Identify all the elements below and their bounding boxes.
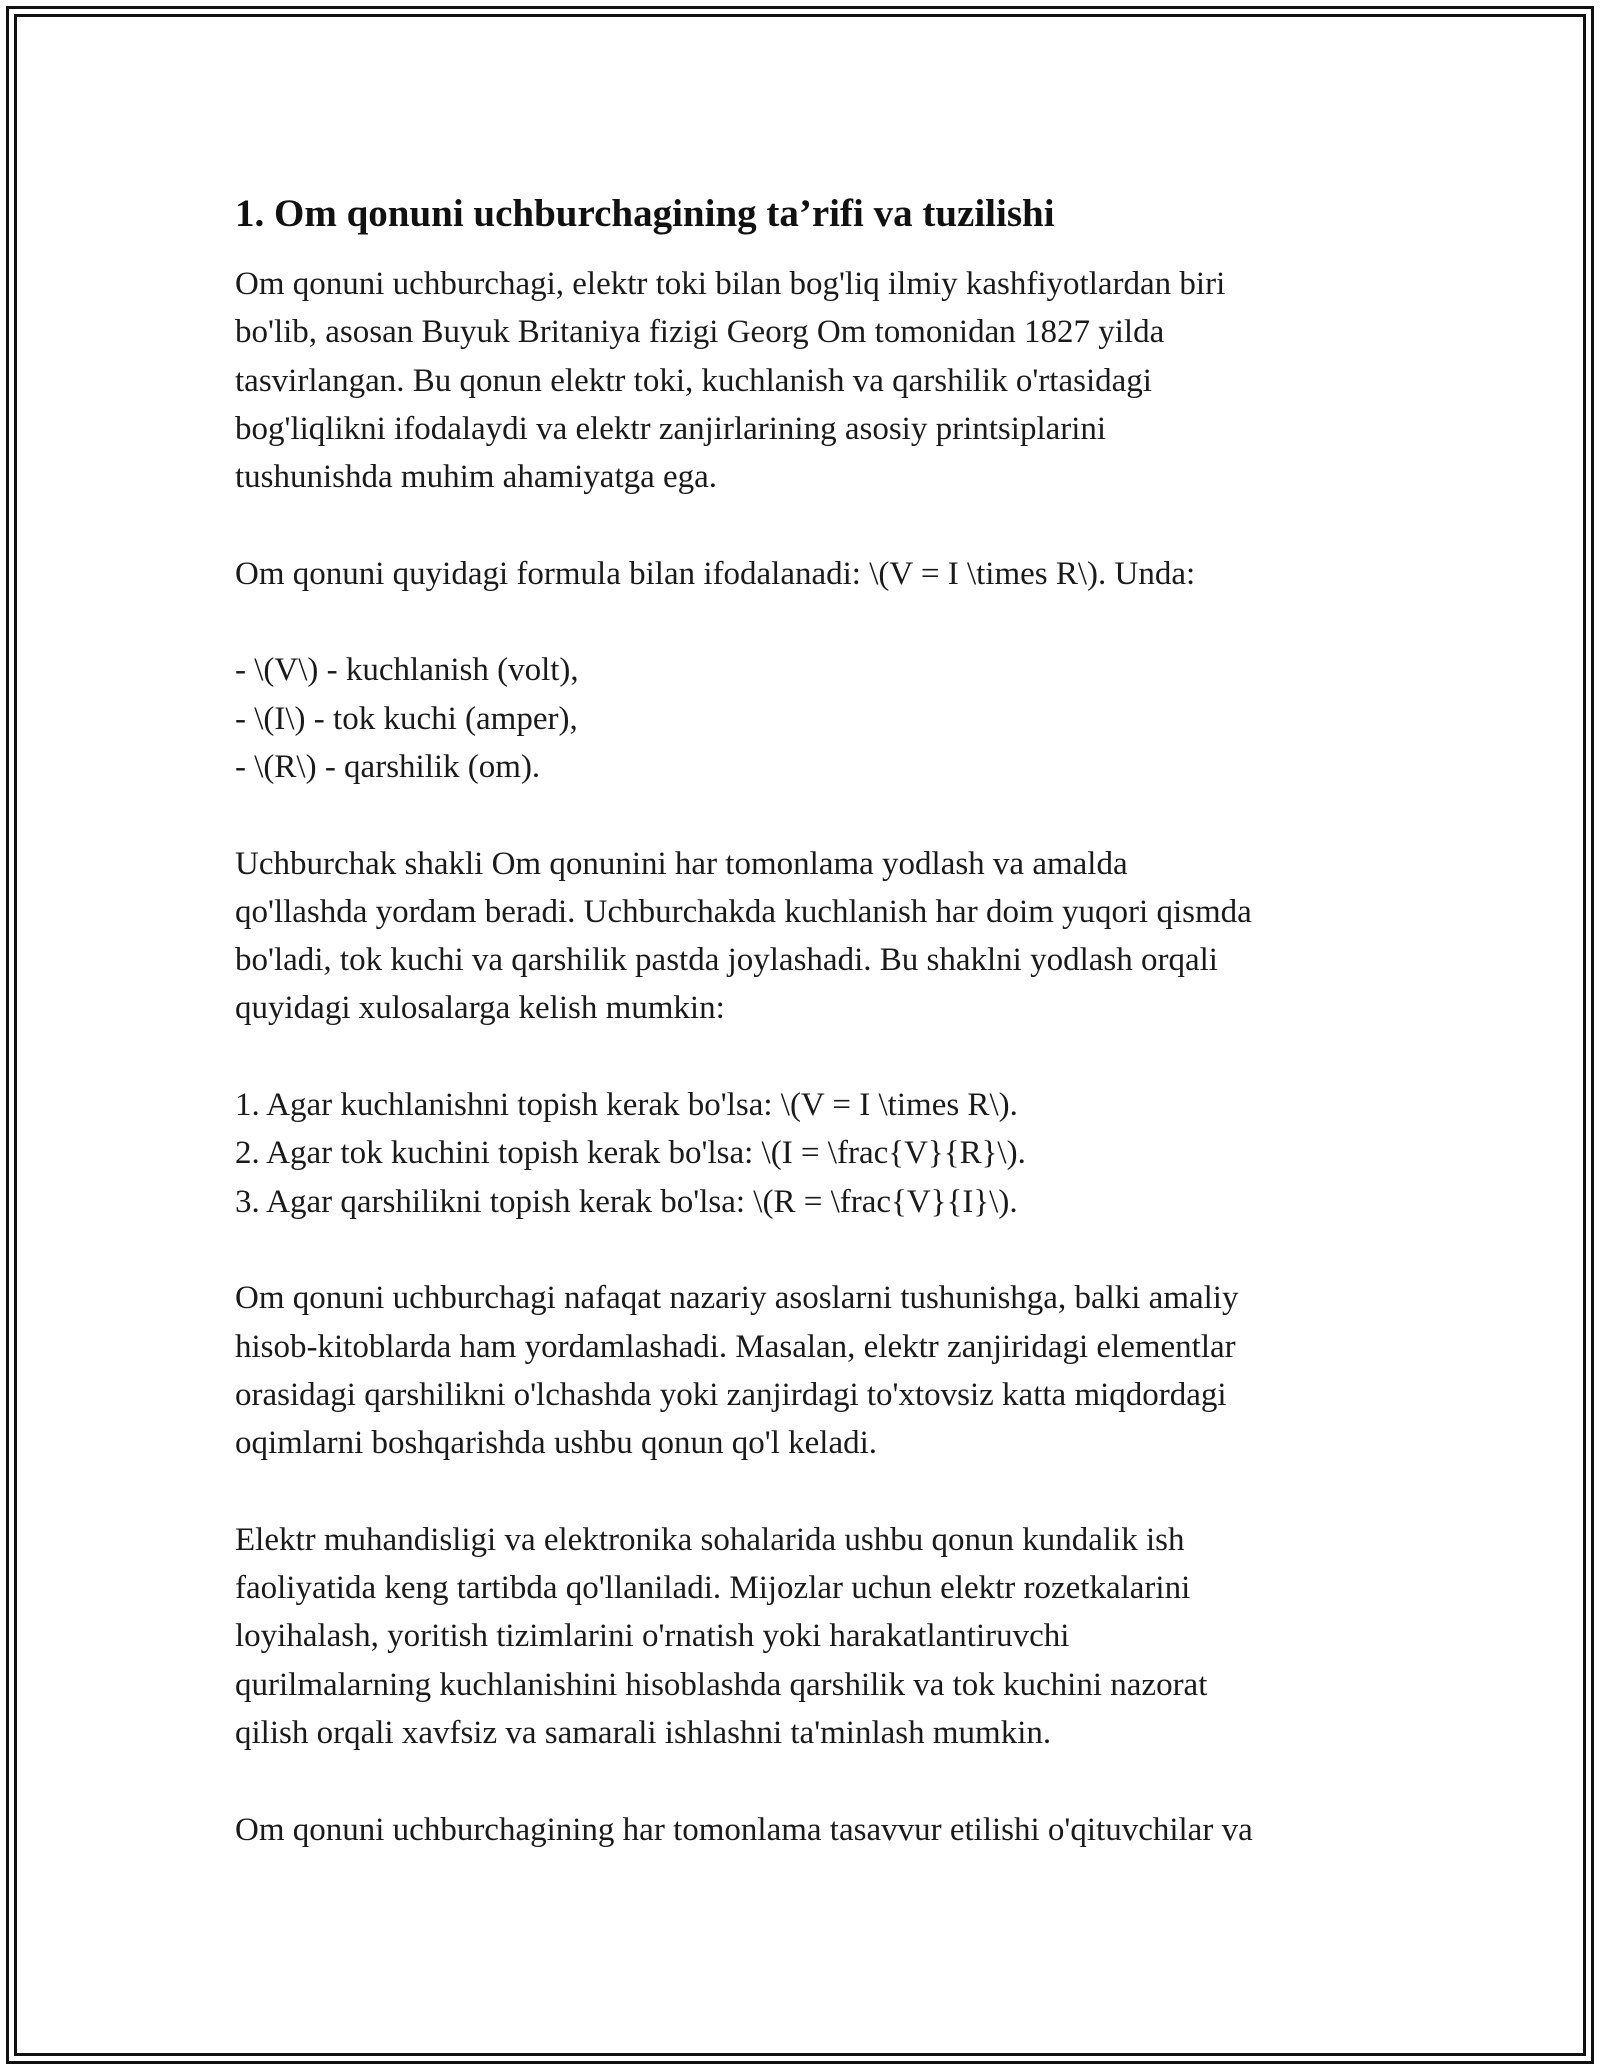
- list-item: - \(V\) - kuchlanish (volt),: [235, 652, 579, 689]
- document-body: [235, 188, 1375, 1854]
- paragraph-closing: [235, 1806, 1375, 1854]
- text-line: hisob-kitoblarda ham yordamlashadi. Masalan, elektr zanjiridagi elementlar: [235, 1328, 1236, 1365]
- list-item: 2. Agar tok kuchini topish kerak bo'lsa: \(I = \frac{V}{R}\).: [235, 1135, 1026, 1172]
- list-variables: [235, 646, 1375, 791]
- text-line: Om qonuni uchburchagi nafaqat nazariy asoslarni tushunishga, balki amaliy: [235, 1280, 1239, 1317]
- text-line: qilish orqali xavfsiz va samarali ishlashni ta'minlash mumkin.: [235, 1714, 1052, 1751]
- paragraph-formula: [235, 550, 1375, 598]
- list-rules: [235, 1081, 1375, 1226]
- text-line: tasvirlangan. Bu qonun elektr toki, kuchlanish va qarshilik o'rtasidagi: [235, 362, 1152, 399]
- heading-spacer: [235, 240, 1375, 260]
- paragraph-spacer: [235, 1226, 1375, 1274]
- text-line: Om qonuni quyidagi formula bilan ifodalanadi: \(V = I \times R\). Unda:: [235, 555, 1196, 592]
- text-line: qurilmalarning kuchlanishini hisoblashda qarshilik va tok kuchini nazorat: [235, 1666, 1208, 1703]
- text-line: qo'llashda yordam beradi. Uchburchakda kuchlanish har doim yuqori qismda: [235, 893, 1252, 930]
- text-line: bo'lib, asosan Buyuk Britaniya fizigi Georg Om tomonidan 1827 yilda: [235, 314, 1165, 351]
- text-line: oqimlarni boshqarishda ushbu qonun qo'l keladi.: [235, 1425, 878, 1462]
- paragraph-spacer: [235, 1033, 1375, 1081]
- text-line: quyidagi xulosalarga kelish mumkin:: [235, 990, 725, 1027]
- paragraph-triangle: [235, 840, 1375, 1033]
- text-line: bo'ladi, tok kuchi va qarshilik pastda joylashadi. Bu shaklni yodlash orqali: [235, 942, 1218, 979]
- paragraph-spacer: [235, 1757, 1375, 1805]
- paragraph-spacer: [235, 598, 1375, 646]
- list-item: 1. Agar kuchlanishni topish kerak bo'lsa: \(V = I \times R\).: [235, 1087, 1018, 1124]
- text-line: orasidagi qarshilikni o'lchashda yoki zanjirdagi to'xtovsiz katta miqdordagi: [235, 1376, 1227, 1413]
- paragraph-spacer: [235, 501, 1375, 549]
- text-line: Uchburchak shakli Om qonunini har tomonlama yodlash va amalda: [235, 845, 1128, 882]
- list-item: - \(R\) - qarshilik (om).: [235, 748, 541, 785]
- list-item: 3. Agar qarshilikni topish kerak bo'lsa: \(R = \frac{V}{I}\).: [235, 1183, 1018, 1220]
- list-item: - \(I\) - tok kuchi (amper),: [235, 700, 578, 737]
- paragraph-intro: [235, 260, 1375, 501]
- paragraph-spacer: [235, 1467, 1375, 1515]
- paragraph-practical: [235, 1274, 1375, 1467]
- text-line: faoliyatida keng tartibda qo'llaniladi. Mijozlar uchun elektr rozetkalarini: [235, 1570, 1191, 1607]
- text-line: Om qonuni uchburchagi, elektr toki bilan bog'liq ilmiy kashfiyotlardan biri: [235, 266, 1226, 302]
- text-line: Elektr muhandisligi va elektronika sohalarida ushbu qonun kundalik ish: [235, 1521, 1185, 1558]
- text-line: bog'liqlikni ifodalaydi va elektr zanjirlarining asosiy printsiplarini: [235, 410, 1107, 447]
- text-line: Om qonuni uchburchagining har tomonlama tasavvur etilishi o'qituvchilar va: [235, 1811, 1253, 1848]
- paragraph-engineering: [235, 1516, 1375, 1757]
- text-line: loyihalash, yoritish tizimlarini o'rnatish yoki harakatlantiruvchi: [235, 1618, 1070, 1655]
- paragraph-spacer: [235, 791, 1375, 839]
- section-heading: 1. Om qonuni uchburchagining ta’rifi va tuzilishi: [235, 192, 1055, 235]
- text-line: tushunishda muhim ahamiyatga ega.: [235, 459, 718, 496]
